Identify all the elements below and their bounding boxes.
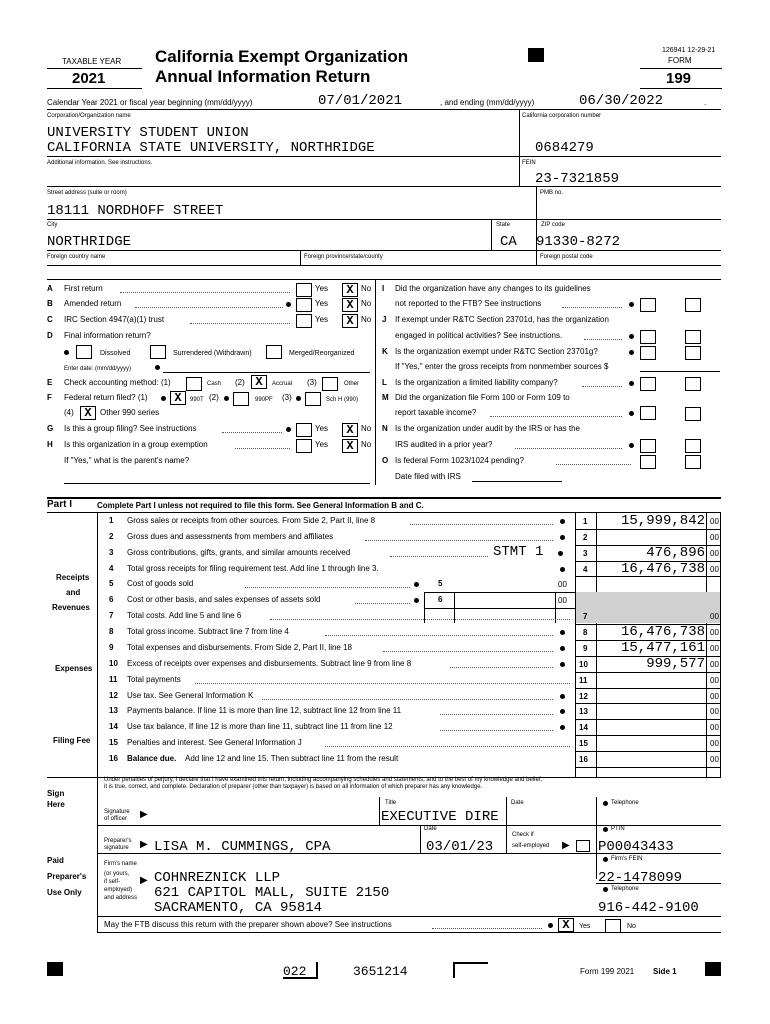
leader-dots: [440, 730, 553, 731]
q-o-no-checkbox[interactable]: [685, 455, 701, 469]
expenses-label: Expenses: [55, 664, 93, 673]
q-m-yes-checkbox[interactable]: [640, 406, 656, 420]
bullet: [560, 646, 565, 651]
line-box-number: 4: [583, 564, 588, 574]
perjury-text2: it is true, correct, and complete. Declaration of preparer (other than taxpayer) is based on all information of which preparer has any knowledge.: [104, 784, 483, 790]
q-k-no-checkbox[interactable]: [685, 346, 701, 360]
form-code: 126941 12-29-21: [662, 47, 716, 54]
q-l-yes-checkbox[interactable]: [640, 377, 656, 391]
cents: 00: [710, 612, 719, 622]
footer-code2: 3651214: [353, 964, 408, 979]
q-g-yes-checkbox[interactable]: [296, 423, 312, 437]
org-name-line2: CALIFORNIA STATE UNIVERSITY, NORTHRIDGE: [47, 140, 375, 156]
bullet: [414, 582, 419, 587]
cents: 00: [710, 707, 719, 717]
line-number: 3: [109, 547, 114, 557]
q-a-text: First return: [64, 284, 103, 293]
line-number: 15: [109, 738, 118, 748]
corp-number: 0684279: [535, 140, 594, 156]
line-number: 9: [109, 642, 114, 652]
line-text: Total gross receipts for filing requirement test. Add line 1 through line 3.: [127, 563, 379, 573]
q-b-text: Amended return: [64, 299, 122, 308]
bullet: [560, 725, 565, 730]
accrual-checkbox[interactable]: X: [251, 375, 267, 389]
leader-dots: [450, 667, 553, 668]
form-number: 199: [666, 70, 692, 87]
line-box-number: 14: [579, 723, 588, 733]
q-i-yes-checkbox[interactable]: [640, 298, 656, 312]
line-number: 4: [109, 563, 114, 573]
line-text: Cost or other basis, and sales expenses of assets sold: [127, 595, 321, 605]
form-title-line1: California Exempt Organization: [155, 47, 409, 66]
arrow-icon: ▶: [562, 840, 570, 851]
q-h-yes-checkbox[interactable]: [296, 439, 312, 453]
state-label: State: [496, 222, 511, 228]
line-text: Gross dues and assessments from members and affiliates: [127, 531, 334, 541]
shaded-cell: [576, 592, 720, 623]
leader-dots: [325, 635, 553, 636]
q-j-yes-checkbox[interactable]: [640, 330, 656, 344]
q-b-yes-checkbox[interactable]: [296, 298, 312, 312]
q-l-text: Is the organization a limited liability company?: [395, 378, 558, 387]
line-number: 11: [109, 674, 118, 684]
preparer-telephone-label: Telephone: [611, 886, 639, 892]
cents: 00: [710, 643, 719, 653]
line-text: Use tax. See General Information K: [127, 690, 254, 700]
officer-signature-label: of officer: [104, 816, 127, 822]
filing-fee-label: Filing Fee: [53, 736, 91, 745]
merged-checkbox[interactable]: [266, 345, 282, 359]
firm-address2: SACRAMENTO, CA 95814: [154, 900, 323, 916]
foreign-province-label: Foreign province/state/county: [304, 254, 383, 260]
leader-dots: [440, 714, 553, 715]
cents: 00: [558, 580, 567, 590]
f990t-checkbox[interactable]: X: [170, 391, 186, 405]
line-text: Total expenses and disbursements. From Side 2, Part II, line 18: [127, 642, 353, 652]
preparer-signature-label: signature: [104, 845, 129, 851]
cents: 00: [710, 755, 719, 765]
discuss-no-checkbox[interactable]: [605, 919, 621, 933]
firm-fein-label: Firm's FEIN: [611, 856, 643, 862]
footer-side: Side 1: [653, 967, 677, 976]
leader-dots: [410, 524, 553, 525]
pmb-label: PMB no.: [540, 190, 564, 196]
line-8-amount[interactable]: 16,476,738: [620, 624, 705, 641]
preparer-name: LISA M. CUMMINGS, CPA: [154, 839, 331, 855]
firm-fein: 22-1478099: [598, 870, 683, 886]
line-number: 6: [438, 595, 443, 605]
org-name-label: Corporation/Organization name: [47, 113, 131, 119]
bullet: [560, 694, 565, 699]
q-i-no-checkbox[interactable]: [685, 298, 701, 312]
q-o-yes-checkbox[interactable]: [640, 455, 656, 469]
bullet: [558, 551, 563, 556]
leader-dots: [325, 746, 570, 747]
bullet: [560, 567, 565, 572]
line-text: Penalties and interest. See General Information J: [127, 738, 302, 748]
line-number: 2: [109, 531, 114, 541]
q-g-text: Is this a group filing? See instructions: [64, 424, 197, 433]
self-employed-label: self-employed: [512, 843, 550, 849]
line-box-number: 7: [583, 612, 588, 622]
city: NORTHRIDGE: [47, 234, 132, 250]
q-m-no-checkbox[interactable]: [685, 407, 701, 421]
bullet: [560, 709, 565, 714]
line-text: Total gross income. Subtract line 7 from line 4: [127, 627, 289, 637]
leader-dots: [365, 540, 553, 541]
q-g-no-checkbox[interactable]: X: [342, 423, 358, 437]
q-l-no-checkbox[interactable]: [685, 377, 701, 391]
line-number: 14: [109, 722, 118, 732]
q-c-text: IRC Section 4947(a)(1) trust: [64, 315, 165, 324]
q-n-text2: IRS audited in a prior year?: [395, 440, 493, 449]
line-number: 6: [109, 595, 114, 605]
leader-dots: [245, 587, 410, 588]
line-box-number: 8: [583, 628, 588, 638]
sign-label: Sign: [47, 789, 65, 798]
enter-date-label: Enter date: (mm/dd/yyyy): [64, 366, 132, 372]
cents: 00: [710, 675, 719, 685]
line-9-amount[interactable]: 15,477,161: [620, 639, 705, 656]
other-method-checkbox[interactable]: [322, 377, 338, 391]
line-10-amount[interactable]: 999,577: [646, 655, 705, 672]
q-i-text1: Did the organization have any changes to its guidelines: [395, 284, 591, 293]
corner-mark: [47, 962, 63, 976]
paid-preparer-label: Paid: [47, 856, 64, 865]
f990-series-checkbox[interactable]: X: [80, 406, 96, 420]
period-begin: 07/01/2021: [318, 93, 403, 109]
city-label: City: [47, 222, 58, 228]
line-number: 5: [109, 579, 114, 589]
line-number: 5: [438, 579, 443, 589]
q-n-yes-checkbox[interactable]: [640, 439, 656, 453]
arrow-icon: ▶: [140, 809, 148, 820]
line-text: Total costs. Add line 5 and line 6: [127, 611, 242, 621]
line-text: Balance due.: [127, 754, 177, 764]
period-end: 06/30/2022: [579, 93, 664, 109]
q-h-text: Is this organization in a group exemption: [64, 440, 208, 449]
q-i-text2: not reported to the FTB? See instructions: [395, 299, 542, 308]
bullet: [560, 662, 565, 667]
line-number: 7: [109, 611, 114, 621]
state: CA: [500, 234, 517, 250]
line-box-number: 3: [583, 548, 588, 558]
corner-mark: [705, 962, 721, 976]
leader-dots: [355, 603, 410, 604]
bullet: [560, 630, 565, 635]
receipts-label: Receipts: [56, 573, 90, 582]
q-b-no-checkbox[interactable]: X: [342, 298, 358, 312]
arrow-icon: ▶: [140, 839, 148, 850]
officer-title: EXECUTIVE DIRE: [381, 809, 499, 825]
q-o-text2: Date filed with IRS: [395, 472, 461, 481]
discuss-yes-checkbox[interactable]: X: [558, 918, 574, 932]
preparer-telephone: 916-442-9100: [598, 900, 699, 916]
zip-label: ZIP code: [541, 222, 565, 228]
q-j-text1: If exempt under R&TC Section 23701d, has the organization: [395, 315, 609, 324]
leader-dots: [390, 556, 488, 557]
org-name-line1: UNIVERSITY STUDENT UNION: [47, 125, 249, 141]
q-n-text1: Is the organization under audit by the IRS or has the: [395, 424, 581, 433]
q-c-yes-checkbox[interactable]: [296, 314, 312, 328]
q-k-text2: If "Yes," enter the gross receipts from nonmember sources $: [395, 362, 609, 371]
line-text: Use tax balance. If line 12 is more than line 11, subtract line 11 from line 12: [127, 722, 393, 732]
zip-code: 91330-8272: [536, 234, 621, 250]
line-text: Payments balance. If line 11 is more than line 12, subtract line 12 from line 11: [127, 706, 402, 716]
q-h-sub: If "Yes," what is the parent's name?: [64, 456, 190, 465]
leader-dots: [195, 683, 570, 684]
fein: 23-7321859: [535, 171, 620, 187]
q-m-text1: Did the organization file Form 100 or Form 109 to: [395, 393, 570, 402]
line-text: Cost of goods sold: [127, 579, 194, 589]
line-number: 1: [109, 516, 114, 525]
cents: 00: [710, 517, 719, 526]
firm-address1: 621 CAPITOL MALL, SUITE 2150: [154, 885, 390, 901]
firm-address-label: and address: [104, 895, 138, 901]
leader-dots: [270, 619, 570, 620]
registration-mark: [528, 48, 544, 62]
line-number: 13: [109, 706, 118, 716]
bullet: [560, 519, 565, 524]
additional-info-label: Additional information. See instructions.: [47, 160, 153, 166]
discuss-question: May the FTB discuss this return with the preparer shown above? See instructions: [104, 920, 392, 929]
perjury-text1: Under penalties of perjury, I declare that I have examined this return, including accompanying schedules and statements, and to the best of my knowledge and belief,: [104, 777, 543, 783]
part-1-label: Part I: [47, 499, 73, 510]
surrendered-checkbox[interactable]: [150, 345, 166, 359]
q-j-no-checkbox[interactable]: [685, 330, 701, 344]
cash-checkbox[interactable]: [186, 377, 202, 391]
line-number: 10: [109, 658, 118, 668]
form-label: FORM: [668, 56, 692, 65]
ptin-label: PTIN: [611, 826, 625, 832]
street-label: Street address (suite or room): [47, 190, 127, 196]
cents: 00: [710, 723, 719, 733]
line-box-number: 15: [579, 739, 588, 749]
date-label: Date: [511, 800, 524, 806]
footer-form-label: Form 199 2021: [580, 967, 635, 976]
preparer-date-label: Date: [424, 826, 437, 832]
taxable-year-label: TAXABLE YEAR: [62, 57, 122, 66]
part-1-title: Complete Part I unless not required to file this form. See General Information B and C.: [97, 501, 424, 510]
schh-checkbox[interactable]: [305, 392, 321, 406]
q-o-text1: Is federal Form 1023/1024 pending?: [395, 456, 524, 465]
stmt-reference: STMT 1: [493, 544, 544, 560]
preparer-date: 03/01/23: [426, 839, 494, 855]
q-a-no-checkbox[interactable]: X: [342, 283, 358, 297]
line-box-number: 16: [579, 755, 588, 765]
line-text: Add line 12 and line 15. Then subtract line 11 from the result: [185, 754, 399, 764]
q-d-text: Final information return?: [64, 331, 151, 340]
period-end-label: , and ending (mm/dd/yyyy): [440, 98, 535, 107]
q-n-no-checkbox[interactable]: [685, 439, 701, 453]
line-number: 12: [109, 690, 118, 700]
q-k-text1: Is the organization exempt under R&TC Section 23701g?: [395, 347, 598, 356]
q-c-no-checkbox[interactable]: X: [342, 314, 358, 328]
title-label: Title: [385, 800, 397, 806]
line-box-number: 11: [579, 675, 588, 685]
tax-year: 2021: [72, 70, 106, 87]
cents: 00: [710, 739, 719, 749]
cents: 00: [710, 548, 719, 558]
arrow-icon: ▶: [140, 875, 148, 886]
cents: 00: [558, 596, 567, 606]
street-address: 18111 NORDHOFF STREET: [47, 203, 224, 219]
line-text: Gross sales or receipts from other sources. From Side 2, Part II, line 8: [127, 516, 376, 525]
period-label: Calendar Year 2021 or fiscal year beginning (mm/dd/yyyy): [47, 98, 253, 107]
ptin: P00043433: [598, 839, 674, 855]
q-f-text: Federal return filed? (1): [64, 393, 148, 402]
line-box-number: 10: [579, 659, 588, 669]
leader-dots: [383, 651, 553, 652]
cents: 00: [710, 564, 719, 574]
cents: 00: [710, 532, 719, 542]
foreign-country-label: Foreign country name: [47, 254, 106, 260]
q-h-no-checkbox[interactable]: X: [342, 439, 358, 453]
line-text: Excess of receipts over expenses and disbursements. Subtract line 9 from line 8: [127, 658, 412, 668]
bullet: [414, 598, 419, 603]
firm-name: COHNREZNICK LLP: [154, 870, 281, 886]
line-box-number: 13: [579, 707, 588, 717]
q-m-text2: report taxable income?: [395, 408, 477, 417]
leader-dots: [262, 699, 553, 700]
line-number: 8: [109, 627, 114, 637]
line-3-amount[interactable]: 476,896: [646, 544, 705, 561]
form-title-line2: Annual Information Return: [155, 67, 371, 86]
line-box-number: 2: [583, 532, 588, 542]
dissolved-checkbox[interactable]: [76, 345, 92, 359]
cents: 00: [710, 691, 719, 701]
line-box-number: 12: [579, 691, 588, 701]
line-4-amount[interactable]: 16,476,738: [620, 560, 705, 577]
line-box-number: 9: [583, 643, 588, 653]
cents: 00: [710, 628, 719, 638]
corp-num-label: California corporation number: [522, 113, 602, 119]
foreign-postal-label: Foreign postal code: [540, 254, 593, 260]
q-e-text: Check accounting method: (1): [64, 378, 171, 387]
line-text: Total payments: [127, 674, 181, 684]
telephone-label: Telephone: [611, 800, 639, 806]
f990pf-checkbox[interactable]: [233, 392, 249, 406]
self-employed-checkbox[interactable]: [576, 840, 590, 852]
line-box-number: 1: [583, 517, 588, 526]
bullet: [560, 535, 565, 540]
fein-label: FEIN: [522, 160, 536, 166]
line-number: 16: [109, 754, 118, 764]
line-text: Gross contributions, gifts, grants, and similar amounts received: [127, 547, 351, 557]
q-k-yes-checkbox[interactable]: [640, 346, 656, 360]
q-a-yes-checkbox[interactable]: [296, 283, 312, 297]
line-1-amount[interactable]: 15,999,842: [620, 513, 705, 529]
footer-code1: 022: [283, 964, 307, 979]
cents: 00: [710, 659, 719, 669]
q-j-text2: engaged in political activities? See instructions.: [395, 331, 563, 340]
